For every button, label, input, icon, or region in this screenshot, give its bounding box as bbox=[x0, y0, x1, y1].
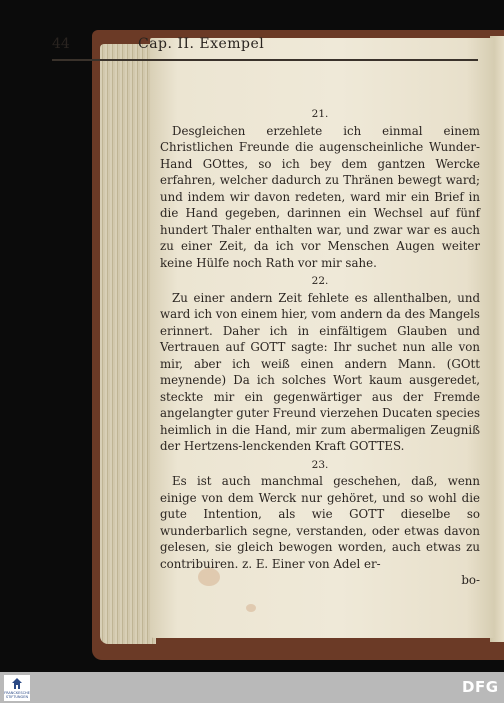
book-page bbox=[150, 38, 494, 638]
section-number: 22. bbox=[311, 275, 329, 287]
library-logo[interactable] bbox=[4, 675, 30, 701]
catchword: bo- bbox=[461, 573, 480, 587]
stiftungen-logo-icon bbox=[10, 677, 24, 691]
paper-stain bbox=[246, 604, 256, 612]
section-paragraph: Es ist auch manchmal geschehen, daß, wenn einige von dem Werck nur gehöret, und so wohl die gute Intention, als wie GOTT dieselbe so wunderbarlich segne, verstanden, oder etwas davon gelesen, sie gleich bewogen worden, auch etwas zu contribuiren. z. E. Einer von Adel er- bbox=[160, 474, 480, 571]
dfg-logo[interactable]: DFG bbox=[462, 678, 499, 696]
page-body bbox=[160, 68, 480, 589]
viewer-footer-bar bbox=[0, 672, 504, 703]
library-logo-text: FRANCKESCHE STIFTUNGEN bbox=[4, 691, 30, 699]
running-header bbox=[52, 36, 412, 56]
running-title: Cap. II. Exempel bbox=[138, 36, 265, 52]
section-number: 21. bbox=[311, 108, 329, 120]
section-paragraph: Desgleichen erzehlete ich einmal einem Christlichen Freunde die augenscheinliche Wunder-Hand GOttes, so ich bey dem gantzen Wercke erfahren, welcher dadurch zu Thränen bewegt ward; und indem wir davon redeten, ward mir ein Brief in die Hand gegeben, darinnen ein Wechsel auf fünf hundert Thaler enthalten war, und zwar war es auch zu einer Zeit, da ich vor Menschen Augen weiter keine Hülfe noch Rath vor mir sahe. bbox=[160, 123, 480, 270]
header-rule bbox=[52, 59, 478, 61]
page-number: 44 bbox=[52, 36, 70, 52]
page-edges bbox=[100, 44, 156, 644]
section-paragraph: Zu einer andern Zeit fehlete es allenthalben, und ward ich von einem hier, vom andern da des Mangels erinnert. Daher ich in einfältigem Glauben und Vertrauen auf GOTT sagte: Ihr suchet nun alle von mir, aber ich weiß einen andern Mann. (GOtt meynende) Da ich solches Wort kaum ausgeredet, steckte mir ein gegenwärtiger aus der Fremde angelangter guter Freund vierzehen Ducaten species heimlich in die Hand, mir zum abermaligen Zeugniß der Hertzens-lenckenden Kraft GOTTES. bbox=[160, 290, 480, 453]
section-number: 23. bbox=[311, 458, 329, 471]
